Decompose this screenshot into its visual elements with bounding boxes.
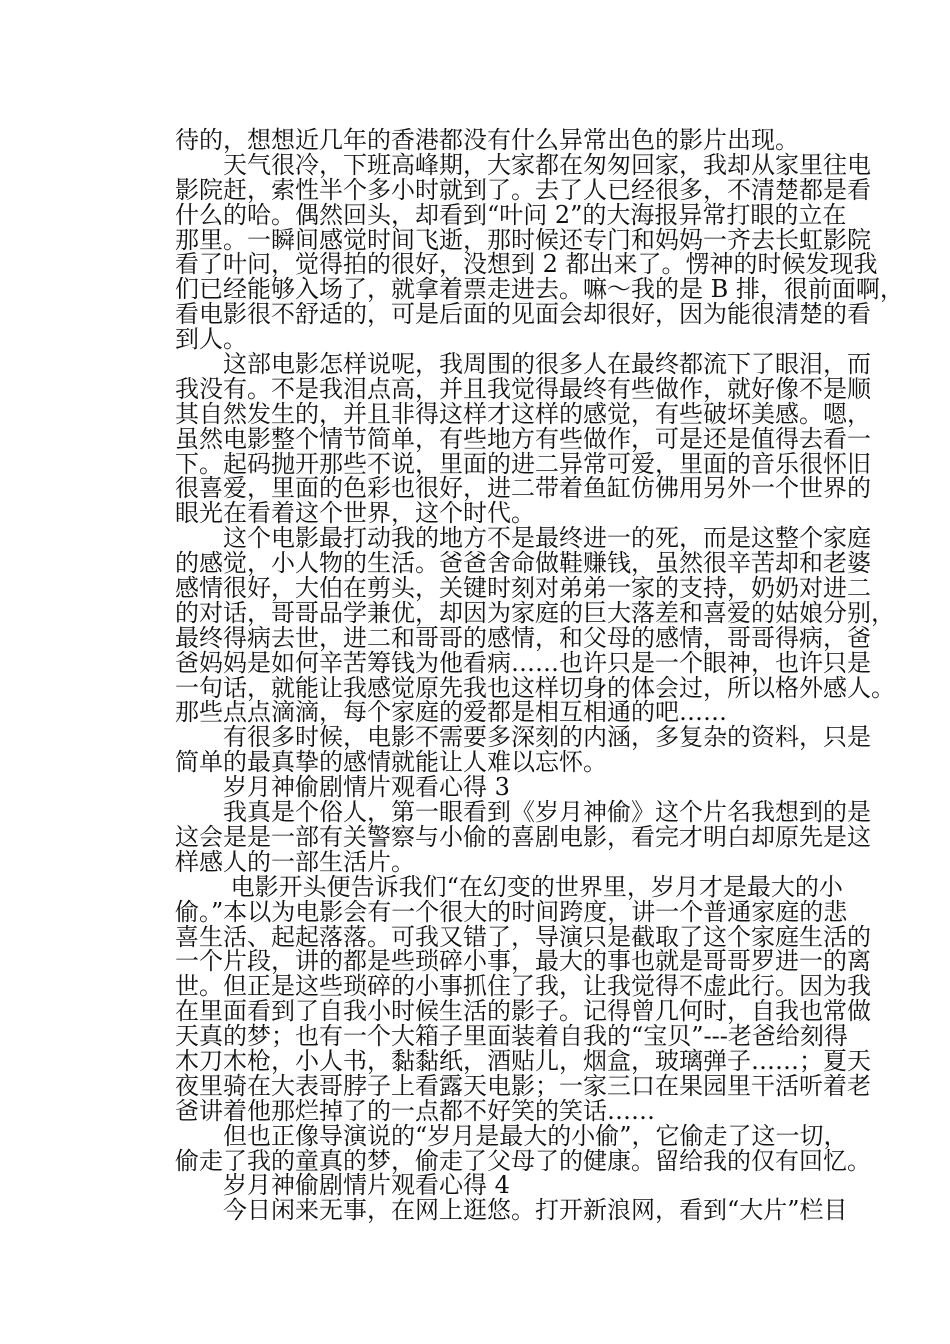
text-line: 我真是个俗人，第一眼看到《岁月神偷》这个片名我想到的是: [223, 798, 871, 827]
text-line: 天气很冷，下班高峰期，大家都在匆匆回家，我却从家里往电: [223, 150, 871, 179]
text-line: 爸讲着他那烂掉了的一点都不好笑的笑话……: [175, 1096, 655, 1125]
text-line: 偷。”本以为电影会有一个很大的时间跨度，讲一个普通家庭的悲: [175, 897, 848, 926]
text-line: 那里。一瞬间感觉时间飞逝，那时候还专门和妈妈一齐去长虹影院: [175, 225, 871, 254]
text-line: 很喜爱，里面的色彩也很好，进二带着鱼缸仿佛用另外一个世界的: [175, 474, 871, 503]
text-line: 夜里骑在大表哥脖子上看露天电影；一家三口在果园里干活听着老: [175, 1071, 871, 1100]
text-line: 到人。: [175, 325, 247, 354]
text-line: 最终得病去世，进二和哥哥的感情，和父母的感情，哥哥得病，爸: [175, 623, 871, 652]
text-line: 在里面看到了自我小时候生活的影子。记得曾几何时，自我也常做: [175, 997, 871, 1026]
text-line: 影院赶，索性半个多小时就到了。去了人已经很多，不清楚都是看: [175, 175, 871, 204]
text-line: 下。起码抛开那些不说，里面的进二异常可爱，里面的音乐很怀旧: [175, 449, 871, 478]
text-line: 看电影很不舒适的，可是后面的见面会却很好，因为能很清楚的看: [175, 300, 871, 329]
text-line: 看了叶问，觉得拍的很好，没想到 2 都出来了。愣神的时候发现我: [175, 250, 878, 279]
text-line: 的感觉，小人物的生活。爸爸舍命做鞋赚钱，虽然很辛苦却和老婆: [175, 549, 871, 578]
document-page: [175, 126, 904, 1225]
text-line: 喜生活、起起落落。可我又错了，导演只是截取了这个家庭生活的: [175, 922, 871, 951]
section-heading: 岁月神偷剧情片观看心得 3: [223, 773, 510, 802]
text-line: 这会是是一部有关警察与小偷的喜剧电影，看完才明白却原先是这: [175, 822, 871, 851]
section-heading: 岁月神偷剧情片观看心得 4: [223, 1171, 510, 1200]
text-line: 世。但正是这些琐碎的小事抓住了我，让我觉得不虚此行。因为我: [175, 972, 871, 1001]
text-line: 这部电影怎样说呢，我周围的很多人在最终都流下了眼泪，而: [223, 350, 871, 379]
text-line: 电影开头便告诉我们“在幻变的世界里，岁月才是最大的小: [223, 872, 843, 901]
text-line: 们已经能够入场了，就拿着票走进去。嘛～我的是 B 排，很前面啊，: [175, 275, 904, 304]
text-line: 那些点点滴滴，每个家庭的爱都是相互相通的吧……: [175, 698, 727, 727]
text-line: 虽然电影整个情节简单，有些地方有些做作，可是还是值得去看一: [175, 424, 871, 453]
text-line: 样感人的一部生活片。: [175, 847, 415, 876]
text-line: 有很多时候，电影不需要多深刻的内涵，多复杂的资料，只是: [223, 723, 871, 752]
text-line: 的对话，哥哥品学兼优，却因为家庭的巨大落差和喜爱的姑娘分别，: [175, 598, 895, 627]
text-line: 木刀木枪，小人书，黏黏纸，酒贴儿，烟盒，玻璃弹子……；夏天: [175, 1046, 871, 1075]
text-line: 天真的梦；也有一个大箱子里面装着自我的“宝贝”---老爸给刻得: [175, 1022, 848, 1051]
text-line: 眼光在看着这个世界，这个时代。: [175, 499, 535, 528]
text-line: 其自然发生的，并且非得这样才这样的感觉，有些破坏美感。嗯，: [175, 399, 871, 428]
text-line: 我没有。不是我泪点高，并且我觉得最终有些做作，就好像不是顺: [175, 374, 871, 403]
text-line: 这个电影最打动我的地方不是最终进一的死，而是这整个家庭: [223, 524, 871, 553]
text-line: 感情很好，大伯在剪头，关键时刻对弟弟一家的支持，奶奶对进二: [175, 574, 871, 603]
text-line: 一个片段，讲的都是些琐碎小事，最大的事也就是哥哥罗进一的离: [175, 947, 871, 976]
text-line: 今日闲来无事，在网上逛悠。打开新浪网，看到“大片”栏目: [223, 1196, 848, 1225]
text-line: 偷走了我的童真的梦，偷走了父母了的健康。留给我的仅有回忆。: [175, 1146, 871, 1175]
text-line: 什么的哈。偶然回头，却看到“叶问 2”的大海报异常打眼的立在: [175, 200, 847, 229]
text-line: 爸妈妈是如何辛苦筹钱为他看病……也许只是一个眼神，也许只是: [175, 648, 871, 677]
text-line: 待的，想想近几年的香港都没有什么异常出色的影片出现。: [175, 126, 799, 154]
text-line: 一句话，就能让我感觉原先我也这样切身的体会过，所以格外感人。: [175, 673, 895, 702]
text-line: 但也正像导演说的“岁月是最大的小偷”，它偷走了这一切，: [223, 1121, 848, 1150]
text-line: 简单的最真挚的感情就能让人难以忘怀。: [175, 748, 607, 777]
